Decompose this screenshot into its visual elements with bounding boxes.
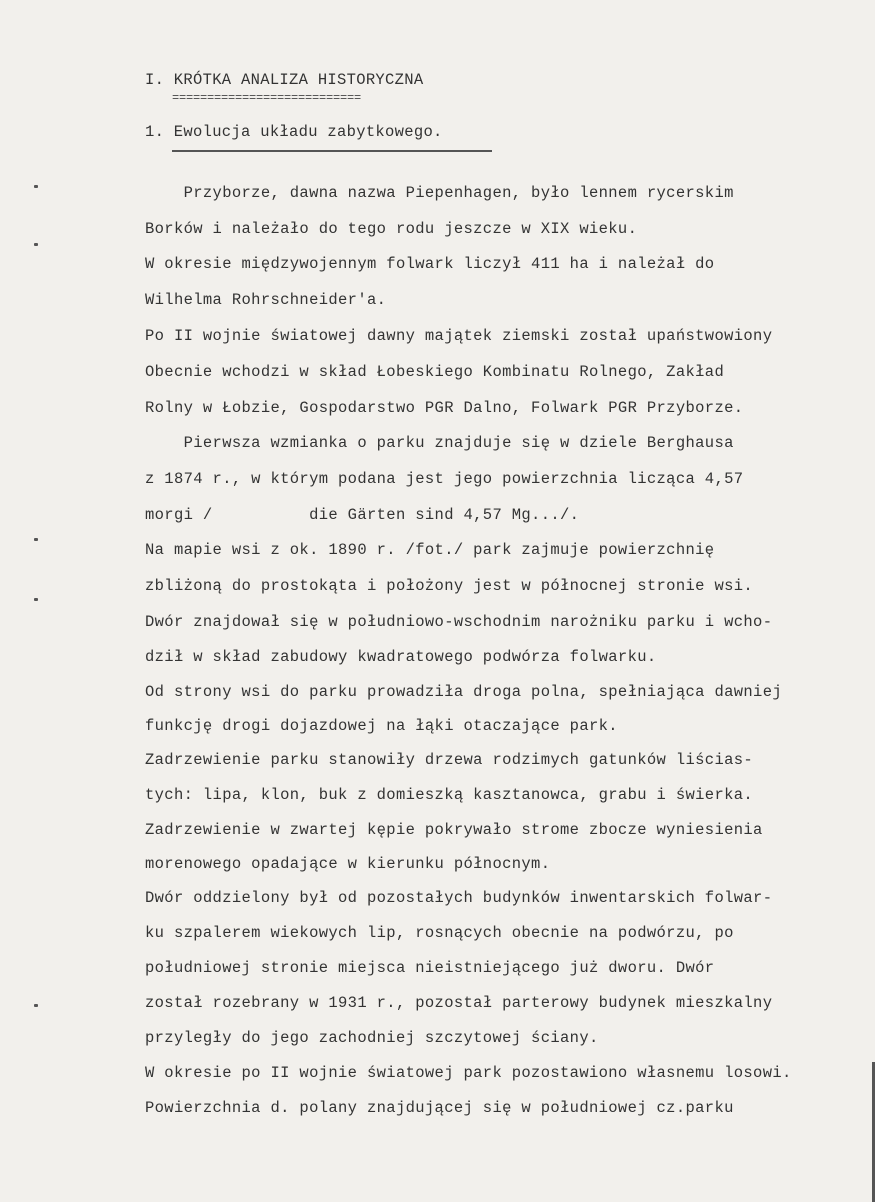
- text-line-14: dził w skład zabudowy kwadratowego podwórza folwarku.: [145, 648, 657, 666]
- text-line-4: Wilhelma Rohrschneider'a.: [145, 291, 387, 309]
- text-line-15: Od strony wsi do parku prowadziła droga polna, spełniająca dawniej: [145, 683, 782, 701]
- text-line-21: Dwór oddzielony był od pozostałych budynków inwentarskich folwar-: [145, 889, 773, 907]
- margin-mark: [34, 1004, 38, 1007]
- text-line-10: morgi / die Gärten sind 4,57 Mg.../.: [145, 506, 580, 524]
- text-line-5: Po II wojnie światowej dawny majątek ziemski został upaństwowiony: [145, 327, 773, 345]
- subsection-heading: 1. Ewolucja układu zabytkowego.: [145, 123, 443, 141]
- text-line-17: Zadrzewienie parku stanowiły drzewa rodzimych gatunków liścias-: [145, 751, 754, 769]
- margin-mark: [34, 185, 38, 188]
- text-line-25: przyległy do jego zachodniej szczytowej ściany.: [145, 1029, 599, 1047]
- text-line-18: tych: lipa, klon, buk z domieszką kasztanowca, grabu i świerka.: [145, 786, 754, 804]
- text-line-7: Rolny w Łobzie, Gospodarstwo PGR Dalno, Folwark PGR Przyborze.: [145, 399, 744, 417]
- text-line-13: Dwór znajdował się w południowo-wschodnim narożniku parku i wcho-: [145, 613, 773, 631]
- text-line-20: morenowego opadające w kierunku północnym.: [145, 855, 551, 873]
- heading-underline: ===========================: [172, 91, 362, 105]
- text-line-26: W okresie po II wojnie światowej park pozostawiono własnemu losowi.: [145, 1064, 792, 1082]
- text-line-3: W okresie międzywojennym folwark liczył 411 ha i należał do: [145, 255, 715, 273]
- text-line-23: południowej stronie miejsca nieistniejącego już dworu. Dwór: [145, 959, 715, 977]
- subsection-underline: [172, 150, 492, 152]
- text-line-2: Borków i należało do tego rodu jeszcze w XIX wieku.: [145, 220, 638, 238]
- margin-mark: [34, 243, 38, 246]
- text-line-19: Zadrzewienie w zwartej kępie pokrywało strome zbocze wyniesienia: [145, 821, 763, 839]
- text-line-22: ku szpalerem wiekowych lip, rosnących obecnie na podwórzu, po: [145, 924, 734, 942]
- text-line-1: Przyborze, dawna nazwa Piepenhagen, było lennem rycerskim: [145, 184, 734, 202]
- text-line-16: funkcję drogi dojazdowej na łąki otaczające park.: [145, 717, 618, 735]
- section-heading: I. KRÓTKA ANALIZA HISTORYCZNA: [145, 71, 424, 89]
- text-line-11: Na mapie wsi z ok. 1890 r. /fot./ park zajmuje powierzchnię: [145, 541, 715, 559]
- text-line-24: został rozebrany w 1931 r., pozostał parterowy budynek mieszkalny: [145, 994, 773, 1012]
- text-line-9: z 1874 r., w którym podana jest jego powierzchnia licząca 4,57: [145, 470, 744, 488]
- text-line-12: zbliżoną do prostokąta i położony jest w północnej stronie wsi.: [145, 577, 754, 595]
- text-line-8: Pierwsza wzmianka o parku znajduje się w dziele Berghausa: [145, 434, 734, 452]
- margin-mark: [34, 538, 38, 541]
- text-line-27: Powierzchnia d. polany znajdującej się w południowej cz.parku: [145, 1099, 734, 1117]
- text-line-6: Obecnie wchodzi w skład Łobeskiego Kombinatu Rolnego, Zakład: [145, 363, 725, 381]
- margin-mark: [34, 598, 38, 601]
